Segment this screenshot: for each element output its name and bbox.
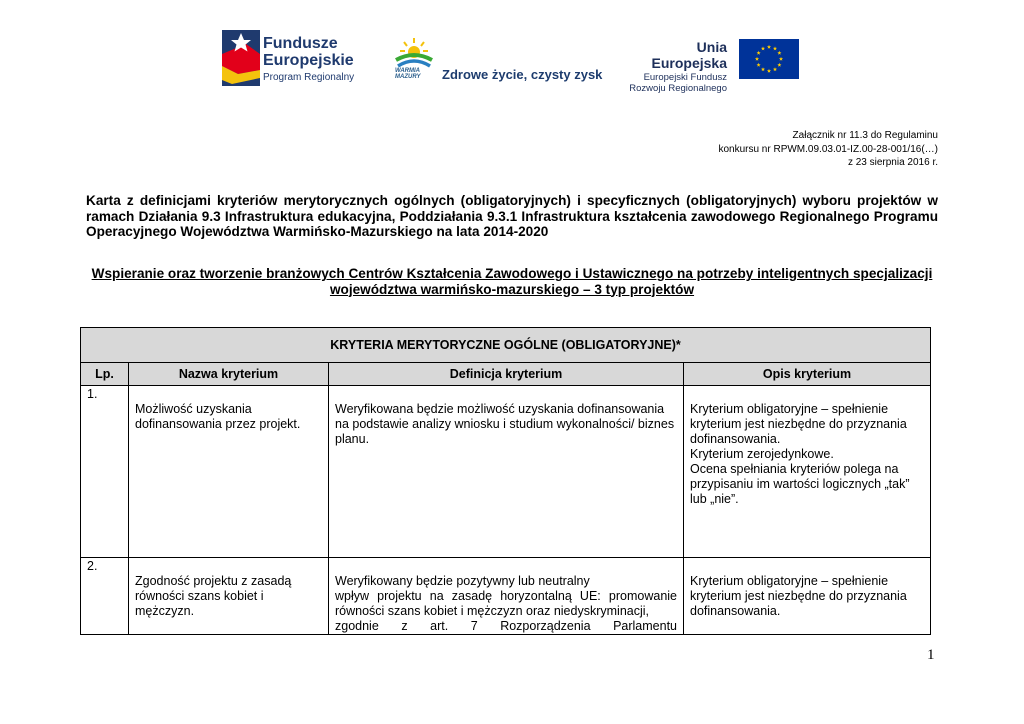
document-title: Karta z definicjami kryteriów merytorycznych ogólnych (obligatoryjnych) i specyficznych (obligatoryjnych) wyboru projektów w ramach Działania 9.3 Infrastruktura edukacyjna, Poddziałania 9.3.1 Infrastruktura kształcenia zawodowego Regionalnego Programu Operacyjnego Województwa Warmińsko-Mazurskiego na lata 2014-2020 — [86, 193, 938, 239]
document-subtitle: Wspieranie oraz tworzenie branżowych Centrów Kształcenia Zawodowego i Ustawicznego na potrzeby inteligentnych specjalizacji województwa warmińsko-mazurskiego – 3 typ projektów — [91, 266, 933, 297]
row-number: 2. — [81, 558, 129, 635]
fe-logo-line3: Program Regionalny — [263, 72, 355, 83]
section-header: KRYTERIA MERYTORYCZNE OGÓLNE (OBLIGATORYJNE)* — [81, 328, 931, 363]
fundusze-europejskie-star-icon — [222, 30, 260, 86]
criterion-definition-line: wpływ projektu na zasadę horyzontalną UE: promowanie równości szans kobiet i mężczyzn oraz niedyskryminacji, — [335, 589, 677, 618]
criterion-description-paragraph: Ocena spełniania kryteriów polega na przypisaniu im wartości logicznych „tak” lub „nie”. — [690, 462, 910, 506]
warmia-mazury-sun-icon — [392, 36, 436, 68]
ue-logo-line1: Unia Europejska — [651, 39, 727, 72]
logo-unia-europejska — [620, 38, 805, 95]
criteria-table — [80, 327, 931, 635]
annex-reference — [718, 129, 938, 170]
column-header-definition: Definicja kryterium — [329, 363, 684, 386]
annex-line-1: Załącznik nr 11.3 do Regulaminu — [792, 130, 938, 141]
annex-line-2: konkursu nr RPWM.09.03.01-IZ.00-28-001/16(…) — [718, 143, 938, 155]
warmia-mazury-slogan: Zdrowe życie, czysty zysk — [442, 67, 603, 82]
warmia-mazury-label: WARMIA MAZURY — [395, 68, 421, 80]
fe-logo-line1: Fundusze — [263, 35, 338, 52]
logo-warmia-mazury — [392, 36, 603, 84]
criterion-description-paragraph: Kryterium obligatoryjne – spełnienie kryterium jest niezbędne do przyznania dofinansowania. — [690, 574, 907, 618]
table-row — [81, 386, 931, 558]
column-header-description: Opis kryterium — [684, 363, 931, 386]
criterion-description-paragraph: Kryterium zerojedynkowe. — [690, 447, 834, 461]
ue-logo-line2: Europejski Fundusz — [643, 72, 727, 84]
criterion-description-paragraph: Kryterium obligatoryjne – spełnienie kryterium jest niezbędne do przyznania dofinansowania. — [690, 402, 907, 446]
eu-flag-icon — [739, 39, 799, 79]
ue-logo-line3: Rozwoju Regionalnego — [629, 83, 727, 95]
criterion-definition-line: Weryfikowany będzie pozytywny lub neutralny — [335, 574, 590, 588]
table-row — [81, 558, 931, 635]
criterion-definition-line: zgodnie z art. 7 Rozporządzenia Parlamentu — [335, 619, 677, 633]
fe-logo-line2: Europejskie — [263, 52, 354, 69]
logo-fundusze-europejskie — [222, 30, 362, 86]
column-header-name: Nazwa kryterium — [129, 363, 329, 386]
row-number: 1. — [81, 386, 129, 558]
page-number: 1 — [927, 647, 935, 663]
column-header-lp: Lp. — [81, 363, 129, 386]
annex-line-3: z 23 sierpnia 2016 r. — [847, 157, 938, 168]
criterion-definition: Weryfikowana będzie możliwość uzyskania dofinansowania na podstawie analizy wniosku i studium wykonalności/ biznes planu. — [335, 402, 675, 446]
criterion-name: Zgodność projektu z zasadą równości szans kobiet i mężczyzn. — [135, 574, 292, 618]
criterion-name: Możliwość uzyskania dofinansowania przez projekt. — [135, 402, 301, 431]
